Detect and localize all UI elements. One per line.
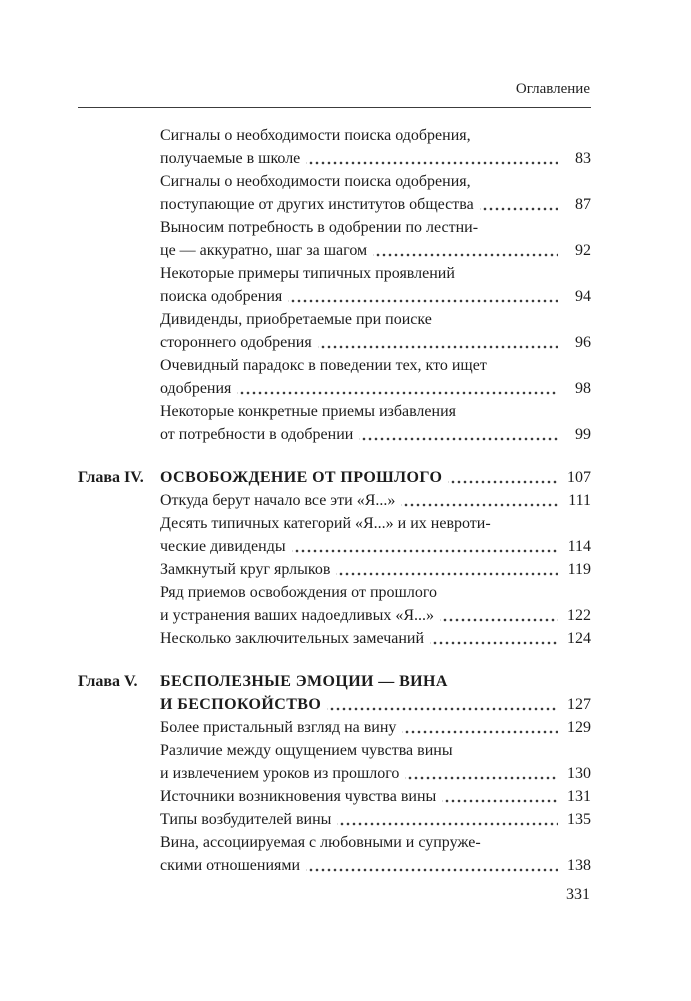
entry-line: Выносим потребность в одобрении по лестни- [160,219,479,236]
entry-line: Ряд приемов освобождения от прошлого [160,584,437,601]
toc-entry [78,262,591,308]
entry-line [160,377,591,400]
entry-body [160,400,591,446]
dot-leader [327,693,558,716]
chapter-label [78,808,160,831]
entry-text: ческие дивиденды [160,538,286,555]
entry-line: БЕСПОЛЕЗНЫЕ ЭМОЦИИ — ВИНА [160,673,448,690]
entry-line: Некоторые примеры типичных проявлений [160,265,455,282]
page-ref: 124 [567,630,591,647]
entry-line [160,489,591,512]
toc-entry [78,354,591,400]
entry-body [160,670,591,716]
dot-leader [359,423,558,446]
dot-leader [306,854,558,877]
page-ref: 98 [575,380,591,397]
entry-line [160,854,591,877]
dot-leader [430,627,558,650]
entry-line [160,693,591,716]
page-header [78,80,591,98]
toc-entry [78,581,591,627]
dot-leader [440,604,558,627]
toc-entry [78,400,591,446]
entry-text: одобрения [160,380,232,397]
entry-line: Сигналы о необходимости поиска одобрения, [160,173,471,190]
entry-body [160,262,591,308]
chapter-label [78,739,160,785]
dot-leader [373,239,558,262]
header-title: Оглавление [515,81,590,97]
chapter-label: Глава IV. [78,469,144,486]
entry-line [160,627,591,650]
entry-line [160,239,591,262]
dot-leader [336,558,558,581]
entry-text: Замкнутый круг ярлыков [160,561,331,578]
footer-page-number: 331 [566,886,590,903]
toc-entry [78,716,591,739]
entry-text: от потребности в одобрении [160,426,354,443]
chapter-label [78,170,160,216]
entry-text: И БЕСПОКОЙСТВО [160,696,322,713]
toc-entries [78,124,591,877]
entry-text: и устранения ваших надоедливых «Я...» [160,607,434,624]
entry-text: получаемые в школе [160,150,301,167]
chapter-label [78,354,160,400]
toc-entry [78,170,591,216]
dot-leader [237,377,558,400]
entry-body [160,716,591,739]
entry-body [160,558,591,581]
entry-line [160,193,591,216]
entry-text: стороннего одобрения [160,334,312,351]
page-ref: 96 [575,334,591,351]
entry-line [160,785,591,808]
entry-text: поиска одобрения [160,288,283,305]
page-ref: 114 [567,538,591,555]
entry-line: Дивиденды, приобретаемые при поиске [160,311,432,328]
page-ref: 87 [575,196,591,213]
dot-leader [448,466,558,489]
entry-body [160,170,591,216]
dot-leader [402,716,558,739]
page-ref: 131 [567,788,591,805]
chapter-label [78,627,160,650]
toc-entry [78,808,591,831]
page-ref: 135 [567,811,591,828]
page-ref: 107 [567,469,591,486]
entry-text: и извлечением уроков из прошлого [160,765,400,782]
entry-body [160,627,591,650]
chapter-label [78,400,160,446]
dot-leader [480,193,558,216]
dot-leader [337,808,558,831]
entry-body [160,124,591,170]
entry-line [160,466,591,489]
chapter-label [78,512,160,558]
toc-entry [78,124,591,170]
dot-leader [442,785,558,808]
page-ref: 122 [567,607,591,624]
entry-line [160,604,591,627]
entry-body [160,581,591,627]
entry-line [160,423,591,446]
entry-text: Более пристальный взгляд на вину [160,719,397,736]
page-content [78,80,591,904]
page-ref: 99 [575,426,591,443]
page-footer [78,886,591,904]
entry-text: Несколько заключительных замечаний [160,630,425,647]
entry-text: Типы возбудителей вины [160,811,332,828]
entry-text: ОСВОБОЖДЕНИЕ ОТ ПРОШЛОГО [160,469,443,486]
entry-line: Десять типичных категорий «Я...» и их невроти- [160,515,491,532]
entry-line: Различие между ощущением чувства вины [160,742,453,759]
chapter-label [78,785,160,808]
entry-body [160,354,591,400]
entry-text: це — аккуратно, шаг за шагом [160,242,368,259]
toc-entry [78,466,591,489]
dot-leader [292,535,558,558]
toc-entry [78,308,591,354]
page-ref: 83 [575,150,591,167]
entry-line [160,535,591,558]
entry-text: скими отношениями [160,857,301,874]
chapter-label [78,124,160,170]
chapter-label [78,262,160,308]
chapter-label [78,308,160,354]
entry-line [160,285,591,308]
entry-body [160,808,591,831]
entry-body [160,512,591,558]
page-ref: 119 [567,561,591,578]
entry-line [160,762,591,785]
entry-line: Вина, ассоциируемая с любовными и супруже- [160,834,481,851]
page-ref: 129 [567,719,591,736]
entry-line: Сигналы о необходимости поиска одобрения, [160,127,471,144]
page-ref: 94 [575,288,591,305]
entry-line [160,808,591,831]
dot-leader [306,147,558,170]
entry-body [160,216,591,262]
entry-line [160,716,591,739]
page-ref: 130 [567,765,591,782]
toc-entry [78,785,591,808]
page-ref: 111 [568,492,591,509]
page-ref: 92 [575,242,591,259]
entry-line: Очевидный парадокс в поведении тех, кто ищет [160,357,487,374]
entry-line [160,558,591,581]
chapter-label [78,831,160,877]
toc-entry [78,831,591,877]
dot-leader [401,489,558,512]
toc-entry [78,670,591,716]
toc-entry [78,627,591,650]
toc-entry [78,489,591,512]
entry-line [160,331,591,354]
dot-leader [318,331,558,354]
chapter-label: Глава V. [78,673,138,690]
entry-body [160,785,591,808]
chapter-label [78,216,160,262]
entry-body [160,489,591,512]
entry-body [160,831,591,877]
entry-text: Откуда берут начало все эти «Я...» [160,492,396,509]
toc-entry [78,512,591,558]
chapter-label [78,716,160,739]
entry-body [160,308,591,354]
toc-entry [78,216,591,262]
chapter-label [78,558,160,581]
entry-text: поступающие от других институтов общества [160,196,474,213]
dot-leader [288,285,558,308]
toc-entry [78,558,591,581]
toc-entry [78,739,591,785]
entry-body [160,466,591,489]
entry-text: Источники возникновения чувства вины [160,788,437,805]
entry-body [160,739,591,785]
chapter-label [78,489,160,512]
entry-line [160,147,591,170]
entry-line: Некоторые конкретные приемы избавления [160,403,456,420]
dot-leader [405,762,558,785]
page-ref: 127 [567,696,591,713]
chapter-label [78,581,160,627]
page-ref: 138 [567,857,591,874]
header-rule [78,107,591,108]
